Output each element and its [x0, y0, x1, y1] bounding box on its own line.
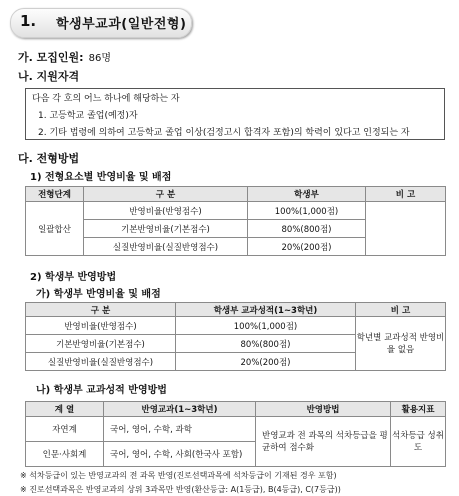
table-header: 비 고	[356, 303, 446, 317]
section-title: 학생부교과(일반전형)	[56, 17, 187, 32]
subsection-heading: 1) 전형요소별 반영비율 및 배점	[30, 172, 172, 183]
table-header: 반영방법	[256, 402, 391, 417]
element-ratio-table	[25, 186, 446, 256]
table-cell: 국어, 영어, 수학, 과학	[104, 417, 256, 442]
table-cell: 20%(200점)	[176, 353, 356, 371]
table-cell: 실질반영비율(실질반영점수)	[26, 353, 176, 371]
table-cell: 100%(1,000점)	[176, 317, 356, 335]
table-header: 활용지표	[391, 402, 446, 417]
remark-cell	[366, 202, 446, 256]
remark-cell: 학년별 교과성적 반영비율 없음	[356, 317, 446, 371]
table-cell: 기본반영비율(기본점수)	[26, 335, 176, 353]
table-cell: 기본반영비율(기본점수)	[84, 220, 248, 238]
table-cell: 80%(800점)	[248, 220, 366, 238]
table-cell: 자연계	[26, 417, 104, 442]
subsection-heading: 가) 학생부 반영비율 및 배점	[36, 289, 161, 300]
footnote: ※ 석차등급이 있는 반영교과의 전 과목 반영(진로선택과목에 석차등급이 기재된 경우 포함)	[20, 471, 337, 480]
table-cell: 국어, 영어, 수학, 사회(한국사 포함)	[104, 442, 256, 467]
recruit-count-value: 86명	[88, 53, 112, 64]
eligibility-line: 1. 고등학교 졸업(예정)자	[38, 111, 138, 121]
stage-cell: 일괄합산	[26, 202, 84, 256]
footnote: ※ 진로선택과목은 반영교과의 상위 3과목만 반영(환산등급: A(1등급), B(4등급), C(7등급))	[20, 485, 341, 494]
table-header: 구 분	[84, 187, 248, 202]
eligibility-line: 2. 기타 법령에 의하여 고등학교 졸업 이상(검정고시 합격자 포함)의 학력이 있다고 인정되는 자	[38, 128, 410, 138]
section-number: 1.	[20, 12, 37, 30]
table-header: 구 분	[26, 303, 176, 317]
table-cell: 반영비율(반영점수)	[26, 317, 176, 335]
table-row	[26, 202, 446, 220]
table-row	[26, 417, 446, 442]
subsection-heading: 나) 학생부 교과성적 반영방법	[36, 385, 167, 396]
table-cell: 반영비율(반영점수)	[84, 202, 248, 220]
grade-ratio-table	[25, 302, 446, 371]
eligibility-line: 다음 각 호의 어느 하나에 해당하는 자	[32, 94, 180, 104]
table-header: 비 고	[366, 187, 446, 202]
eligibility-heading: 나. 지원자격	[18, 70, 80, 83]
table-row	[26, 317, 446, 335]
table-cell: 80%(800점)	[176, 335, 356, 353]
table-header: 학생부 교과성적(1~3학년)	[176, 303, 356, 317]
table-header: 전형단계	[26, 187, 84, 202]
indicator-cell: 석차등급 성취도	[391, 417, 446, 467]
table-cell: 100%(1,000점)	[248, 202, 366, 220]
table-header: 학생부	[248, 187, 366, 202]
table-cell: 20%(200점)	[248, 238, 366, 256]
selection-heading: 다. 전형방법	[18, 152, 80, 165]
subsection-heading: 2) 학생부 반영방법	[30, 272, 117, 283]
table-cell: 실질반영비율(실질반영점수)	[84, 238, 248, 256]
table-header: 반영교과(1~3학년)	[104, 402, 256, 417]
method-cell: 반영교과 전 과목의 석차등급을 평균하여 점수화	[256, 417, 391, 467]
grade-method-table	[25, 401, 446, 467]
recruit-count	[18, 46, 111, 65]
recruit-count-label: 가. 모집인원:	[18, 51, 84, 64]
table-cell: 인문·사회계	[26, 442, 104, 467]
table-header: 계 열	[26, 402, 104, 417]
